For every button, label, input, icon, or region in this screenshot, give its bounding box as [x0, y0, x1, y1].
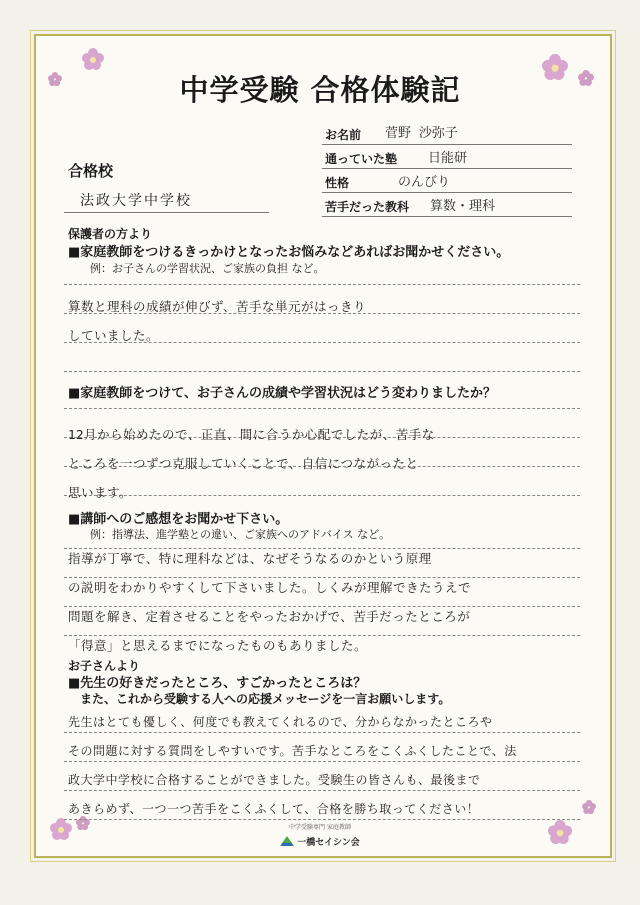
answer-4: [68, 708, 588, 824]
rule-line: [64, 371, 580, 372]
question-3-example: 例：指導法、進学塾との違い、ご家族へのアドバイス など。: [90, 528, 391, 541]
personality-value: のんびり: [398, 175, 451, 190]
footer-logo: [0, 822, 640, 850]
answer-line: 政大学中学校に合格することができました。受験生の皆さんも、最後まで: [68, 773, 481, 787]
answer-line: 問題を解き、定着させることをやったおかげで、苦手だったところが: [68, 609, 471, 624]
logo-icon: [280, 836, 294, 846]
page-title: 中学受験 合格体験記: [179, 73, 461, 107]
question-2: ■家庭教師をつけて、お子さんの成績や学習状況はどう変わりましたか？: [68, 386, 497, 401]
answer-line: 算数と理科の成績が伸びず、苦手な単元がはっきり: [68, 299, 367, 314]
name-value: 菅野 沙弥子: [385, 126, 458, 141]
answer-line: していました。: [68, 328, 160, 343]
answer-line: 思います。: [68, 485, 133, 500]
question-1-example: 例：お子さんの学習状況、ご家族の負担 など。: [90, 262, 325, 275]
question-4-line-2: また、これから受験する人への応援メッセージを一言お願いします。: [80, 692, 451, 706]
divider: [64, 212, 269, 213]
personality-label: 性格: [325, 176, 350, 190]
juku-label: 通っていた塾: [325, 152, 398, 166]
answer-line: 指導が丁寧で、特に理科などは、なぜそうなるのかという原理: [68, 551, 432, 566]
weak-subject-value: 算数・理科: [430, 199, 496, 214]
juku-value: 日能研: [428, 151, 468, 166]
answer-line: 「得意」と思えるまでになったものもありました。: [68, 638, 368, 653]
question-4: ■先生の好きだったところ、すごかったところは？: [68, 676, 367, 691]
name-label: お名前: [325, 128, 362, 142]
question-3: ■講師へのご感想をお聞かせ下さい。: [68, 512, 289, 527]
answer-3: [68, 544, 588, 660]
logo-tagline: 中学受験専門 家庭教師: [289, 824, 351, 831]
divider: [322, 168, 572, 169]
answer-line: ところを一つずつ克服していくことで、自信につながったと: [68, 456, 419, 471]
answer-line: その問題に対する質問をしやすいです。苦手なところをこくふくしたことで、法: [68, 744, 517, 758]
answer-line: 先生はとても優しく、何度でも教えてくれるので、分からなかったところや: [68, 715, 493, 729]
answer-line: あきらめず、一つ一つ苦手をこくふくして、合格を勝ち取ってください！: [68, 802, 480, 816]
logo-text: 一橋セイシン会: [297, 837, 360, 848]
flower-icon: [82, 48, 104, 70]
answer-1: [68, 292, 588, 350]
school-label: 合格校: [68, 162, 114, 180]
rule-line: [64, 408, 580, 409]
logo-mark: [280, 835, 360, 848]
weak-subject-label: 苦手だった教科: [325, 200, 410, 214]
parent-section-heading: 保護者の方より: [68, 227, 153, 241]
school-value: 法政大学中学校: [80, 193, 192, 209]
answer-line: 12月から始めたので、正直、間に合うか心配でしたが、苦手な: [68, 427, 435, 442]
answer-2: [68, 420, 588, 507]
divider: [322, 192, 572, 193]
divider: [322, 144, 572, 145]
child-section-heading: お子さんより: [68, 659, 141, 673]
divider: [322, 216, 572, 217]
answer-line: の説明をわかりやすくして下さいました。しくみが理解できたうえで: [68, 580, 472, 595]
rule-line: [64, 284, 580, 285]
question-1: ■家庭教師をつけるきっかけとなったお悩みなどあればお聞かせください。: [68, 245, 510, 260]
